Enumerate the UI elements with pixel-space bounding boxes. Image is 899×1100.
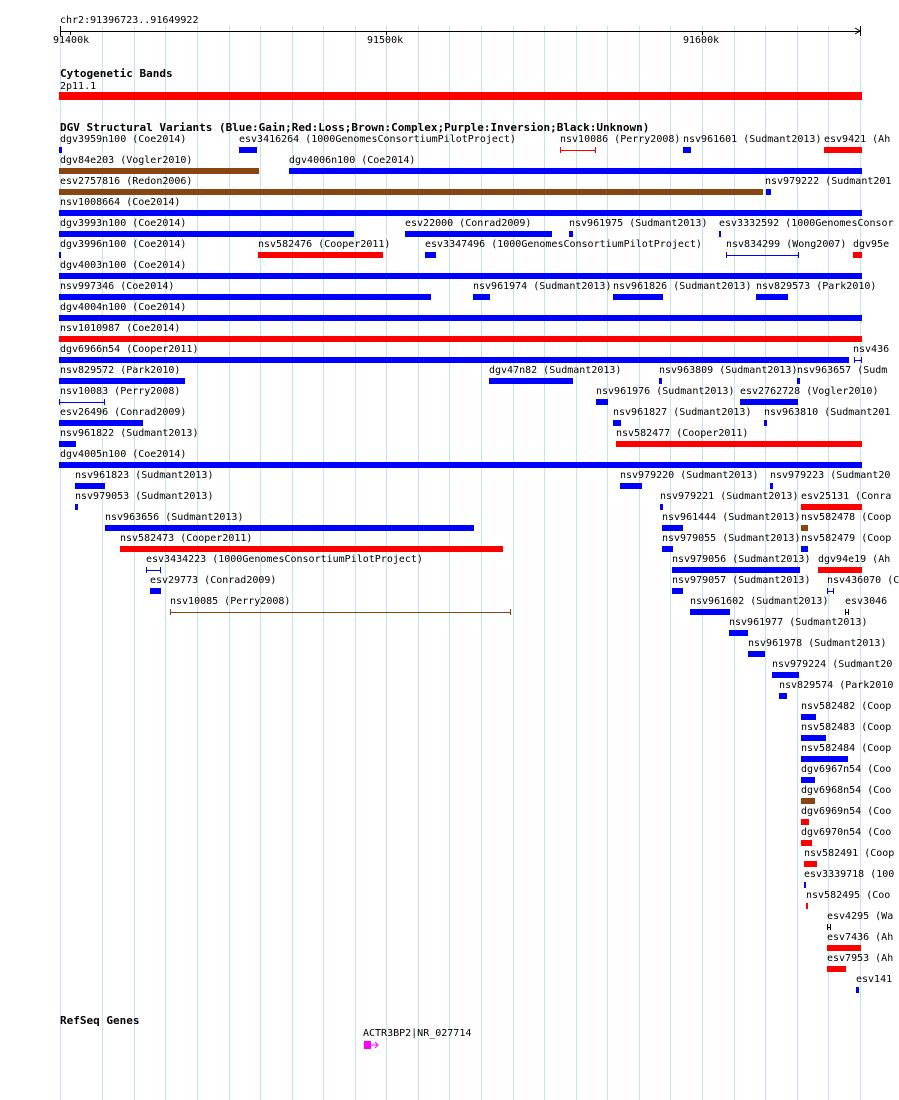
grid-line bbox=[544, 26, 545, 1100]
grid-line bbox=[670, 26, 671, 1100]
dgv-feature-bar[interactable] bbox=[801, 840, 812, 846]
dgv-feature-label[interactable]: nsv961827 (Sudmant2013) bbox=[613, 407, 752, 418]
dgv-feature-end-tick bbox=[845, 609, 846, 615]
dgv-feature-label[interactable]: esv22000 (Conrad2009) bbox=[405, 218, 532, 229]
dgv-feature-label[interactable]: nsv979056 (Sudmant2013) bbox=[672, 554, 811, 565]
dgv-feature-bar[interactable] bbox=[59, 210, 862, 216]
dgv-feature-bar[interactable] bbox=[804, 861, 817, 867]
dgv-feature-bar[interactable] bbox=[740, 399, 798, 405]
grid-line bbox=[481, 26, 482, 1100]
ruler-tick-label: 91500k bbox=[367, 35, 404, 46]
dgv-feature-label[interactable]: nsv1008664 (Coe2014) bbox=[60, 197, 181, 208]
grid-line bbox=[60, 26, 61, 1100]
dgv-feature-label[interactable]: esv3416264 (1000GenomesConsortiumPilotProject) bbox=[239, 134, 516, 145]
dgv-feature-label[interactable]: dgv3996n100 (Coe2014) bbox=[60, 239, 187, 250]
dgv-feature-bar[interactable] bbox=[797, 378, 800, 384]
dgv-feature-bar[interactable] bbox=[690, 609, 730, 615]
grid-line bbox=[576, 26, 577, 1100]
dgv-feature-label[interactable]: nsv582477 (Cooper2011) bbox=[616, 428, 749, 439]
dgv-feature-label[interactable]: dgv6967n54 (Coo bbox=[801, 764, 892, 775]
dgv-feature-bar[interactable] bbox=[662, 546, 673, 552]
dgv-feature-end-tick bbox=[848, 609, 849, 615]
dgv-feature-label[interactable]: nsv979223 (Sudmant20 bbox=[770, 470, 891, 481]
dgv-feature-bar[interactable] bbox=[75, 483, 105, 489]
dgv-feature-bar[interactable] bbox=[764, 420, 767, 426]
dgv-feature-end-tick bbox=[827, 588, 828, 594]
dgv-feature-bar[interactable] bbox=[801, 525, 808, 531]
dgv-feature-bar[interactable] bbox=[59, 462, 862, 468]
dgv-feature-bar[interactable] bbox=[801, 819, 809, 825]
dgv-feature-label[interactable]: dgv4006n100 (Coe2014) bbox=[289, 155, 416, 166]
dgv-feature-label[interactable]: dgv3993n100 (Coe2014) bbox=[60, 218, 187, 229]
dgv-feature-end-tick bbox=[146, 567, 147, 573]
dgv-feature-line[interactable] bbox=[59, 402, 105, 403]
dgv-feature-label[interactable]: nsv582484 (Coop bbox=[801, 743, 892, 754]
dgv-feature-bar[interactable] bbox=[748, 651, 765, 657]
dgv-feature-label[interactable]: nsv10085 (Perry2008) bbox=[170, 596, 291, 607]
dgv-feature-bar[interactable] bbox=[59, 378, 185, 384]
dgv-feature-end-tick bbox=[59, 399, 60, 405]
dgv-feature-label[interactable]: nsv582479 (Coop bbox=[801, 533, 892, 544]
dgv-feature-line[interactable] bbox=[560, 150, 596, 151]
dgv-feature-label[interactable]: esv4295 (Wa bbox=[827, 911, 894, 922]
dgv-feature-label[interactable]: nsv961977 (Sudmant2013) bbox=[729, 617, 868, 628]
dgv-feature-bar[interactable] bbox=[729, 630, 748, 636]
dgv-feature-bar[interactable] bbox=[756, 294, 788, 300]
dgv-feature-bar[interactable] bbox=[766, 189, 771, 195]
dgv-feature-end-tick bbox=[595, 147, 596, 153]
dgv-feature-label[interactable]: nsv436 bbox=[853, 344, 890, 355]
dgv-feature-bar[interactable] bbox=[613, 294, 663, 300]
dgv-feature-bar[interactable] bbox=[824, 147, 862, 153]
dgv-feature-bar[interactable] bbox=[772, 672, 799, 678]
dgv-feature-bar[interactable] bbox=[827, 945, 861, 951]
dgv-feature-bar[interactable] bbox=[425, 252, 436, 258]
dgv-feature-label[interactable]: dgv4004n100 (Coe2014) bbox=[60, 302, 187, 313]
dgv-feature-bar[interactable] bbox=[806, 903, 808, 909]
dgv-feature-bar[interactable] bbox=[719, 231, 721, 237]
dgv-feature-bar[interactable] bbox=[59, 357, 849, 363]
dgv-feature-label[interactable]: nsv10083 (Perry2008) bbox=[60, 386, 181, 397]
dgv-feature-label[interactable]: nsv997346 (Coe2014) bbox=[60, 281, 175, 292]
dgv-feature-bar[interactable] bbox=[596, 399, 608, 405]
dgv-feature-bar[interactable] bbox=[473, 294, 490, 300]
dgv-feature-bar[interactable] bbox=[258, 252, 383, 258]
dgv-feature-label[interactable]: nsv979055 (Sudmant2013) bbox=[662, 533, 801, 544]
region-label: chr2:91396723..91649922 bbox=[60, 15, 199, 26]
dgv-feature-bar[interactable] bbox=[616, 441, 862, 447]
dgv-feature-bar[interactable] bbox=[405, 231, 552, 237]
dgv-feature-label[interactable]: nsv582495 (Coo bbox=[806, 890, 891, 901]
ruler-tick-label: 91600k bbox=[683, 35, 720, 46]
dgv-feature-bar[interactable] bbox=[59, 441, 76, 447]
dgv-feature-bar[interactable] bbox=[672, 567, 800, 573]
dgv-feature-label[interactable]: nsv436070 (C bbox=[827, 575, 899, 586]
ruler-arrows bbox=[0, 0, 890, 40]
dgv-feature-label[interactable]: dgv6966n54 (Cooper2011) bbox=[60, 344, 199, 355]
dgv-feature-label[interactable]: esv9421 (Ah bbox=[824, 134, 891, 145]
dgv-feature-label[interactable]: nsv834299 (Wong2007) bbox=[726, 239, 847, 250]
dgv-feature-bar[interactable] bbox=[120, 546, 503, 552]
dgv-feature-label[interactable]: dgv6968n54 (Coo bbox=[801, 785, 892, 796]
dgv-feature-bar[interactable] bbox=[804, 882, 806, 888]
cytoband-label: 2p11.1 bbox=[60, 81, 97, 92]
dgv-feature-label[interactable]: nsv979222 (Sudmant201 bbox=[765, 176, 892, 187]
dgv-feature-line[interactable] bbox=[170, 612, 511, 613]
dgv-feature-end-tick bbox=[827, 924, 828, 930]
dgv-feature-label[interactable]: esv3347496 (1000GenomesConsortiumPilotProject) bbox=[425, 239, 702, 250]
dgv-feature-label[interactable]: nsv961601 (Sudmant2013) bbox=[683, 134, 822, 145]
dgv-feature-bar[interactable] bbox=[59, 147, 62, 153]
dgv-feature-line[interactable] bbox=[146, 570, 161, 571]
dgv-feature-bar[interactable] bbox=[613, 420, 621, 426]
gene-exon[interactable] bbox=[364, 1041, 371, 1049]
dgv-feature-end-tick bbox=[798, 252, 799, 258]
dgv-feature-label[interactable]: nsv963809 (Sudmant2013) bbox=[659, 365, 798, 376]
dgv-feature-bar[interactable] bbox=[59, 273, 862, 279]
ruler-tick-label: 91400k bbox=[53, 35, 90, 46]
dgv-feature-label[interactable]: nsv961974 (Sudmant2013) bbox=[473, 281, 612, 292]
dgv-feature-label[interactable]: nsv961826 (Sudmant2013) bbox=[613, 281, 752, 292]
dgv-feature-label[interactable]: nsv829574 (Park2010 bbox=[779, 680, 894, 691]
dgv-feature-end-tick bbox=[170, 609, 171, 615]
dgv-feature-label[interactable]: dgv4005n100 (Coe2014) bbox=[60, 449, 187, 460]
dgv-feature-bar[interactable] bbox=[289, 168, 862, 174]
dgv-track-title[interactable]: DGV Structural Variants (Blue:Gain;Red:Loss;Brown:Complex;Purple:Inversion;Black:Unknown) bbox=[60, 121, 650, 134]
dgv-feature-bar[interactable] bbox=[801, 504, 862, 510]
dgv-feature-end-tick bbox=[560, 147, 561, 153]
dgv-feature-label[interactable]: nsv961602 (Sudmant2013) bbox=[690, 596, 829, 607]
gene-label[interactable]: ACTR3BP2|NR_027714 bbox=[363, 1028, 472, 1039]
dgv-feature-bar[interactable] bbox=[853, 252, 862, 258]
dgv-feature-end-tick bbox=[726, 252, 727, 258]
dgv-feature-end-tick bbox=[854, 357, 855, 363]
dgv-feature-label[interactable]: dgv47n82 (Sudmant2013) bbox=[489, 365, 622, 376]
dgv-feature-label[interactable]: esv7436 (Ah bbox=[827, 932, 894, 943]
dgv-feature-bar[interactable] bbox=[801, 546, 808, 552]
dgv-feature-label[interactable]: nsv961822 (Sudmant2013) bbox=[60, 428, 199, 439]
dgv-feature-bar[interactable] bbox=[59, 336, 862, 342]
dgv-feature-bar[interactable] bbox=[660, 504, 663, 510]
dgv-feature-label[interactable]: nsv829573 (Park2010) bbox=[756, 281, 877, 292]
grid-line bbox=[639, 26, 640, 1100]
dgv-feature-label[interactable]: dgv84e203 (Vogler2010) bbox=[60, 155, 193, 166]
dgv-feature-end-tick bbox=[104, 399, 105, 405]
dgv-feature-label[interactable]: esv7953 (Ah bbox=[827, 953, 894, 964]
dgv-feature-bar[interactable] bbox=[569, 231, 573, 237]
dgv-feature-bar[interactable] bbox=[620, 483, 642, 489]
dgv-feature-bar[interactable] bbox=[801, 798, 815, 804]
dgv-feature-label[interactable]: dgv94e19 (Ah bbox=[818, 554, 891, 565]
dgv-feature-bar[interactable] bbox=[59, 420, 143, 426]
dgv-feature-label[interactable]: dgv95e bbox=[853, 239, 890, 250]
dgv-feature-bar[interactable] bbox=[59, 315, 862, 321]
dgv-feature-label[interactable]: nsv1010987 (Coe2014) bbox=[60, 323, 181, 334]
dgv-feature-bar[interactable] bbox=[239, 147, 257, 153]
dgv-feature-label[interactable]: nsv961444 (Sudmant2013) bbox=[662, 512, 801, 523]
dgv-feature-label[interactable]: nsv979220 (Sudmant2013) bbox=[620, 470, 759, 481]
dgv-feature-label[interactable]: esv29773 (Conrad2009) bbox=[150, 575, 277, 586]
dgv-feature-label[interactable]: nsv963810 (Sudmant201 bbox=[764, 407, 891, 418]
dgv-feature-bar[interactable] bbox=[150, 588, 161, 594]
dgv-feature-label[interactable]: esv2757816 (Redon2006) bbox=[60, 176, 193, 187]
dgv-feature-bar[interactable] bbox=[827, 966, 846, 972]
grid-line bbox=[513, 26, 514, 1100]
dgv-feature-label[interactable]: esv3332592 (1000GenomesConsor bbox=[719, 218, 894, 229]
dgv-feature-label[interactable]: nsv961976 (Sudmant2013) bbox=[596, 386, 735, 397]
dgv-feature-label[interactable]: nsv582483 (Coop bbox=[801, 722, 892, 733]
dgv-feature-label[interactable]: nsv582491 (Coop bbox=[804, 848, 895, 859]
dgv-feature-label[interactable]: esv3339718 (100 bbox=[804, 869, 895, 880]
dgv-feature-label[interactable]: dgv6970n54 (Coo bbox=[801, 827, 892, 838]
dgv-feature-bar[interactable] bbox=[801, 777, 815, 783]
dgv-feature-label[interactable]: nsv963656 (Sudmant2013) bbox=[105, 512, 244, 523]
dgv-feature-label[interactable]: nsv979053 (Sudmant2013) bbox=[75, 491, 214, 502]
grid-line bbox=[607, 26, 608, 1100]
cytoband-bar[interactable] bbox=[59, 92, 862, 100]
dgv-feature-bar[interactable] bbox=[856, 987, 859, 993]
dgv-feature-bar[interactable] bbox=[801, 756, 848, 762]
dgv-feature-end-tick bbox=[861, 357, 862, 363]
dgv-feature-label[interactable]: nsv10086 (Perry2008) bbox=[560, 134, 681, 145]
cytoband-track-title[interactable]: Cytogenetic Bands bbox=[60, 67, 173, 80]
dgv-feature-end-tick bbox=[510, 609, 511, 615]
dgv-feature-bar[interactable] bbox=[489, 378, 573, 384]
dgv-feature-bar[interactable] bbox=[801, 735, 826, 741]
dgv-feature-label[interactable]: nsv829572 (Park2010) bbox=[60, 365, 181, 376]
dgv-feature-line[interactable] bbox=[726, 255, 799, 256]
dgv-feature-label[interactable]: dgv3959n100 (Coe2014) bbox=[60, 134, 187, 145]
dgv-feature-bar[interactable] bbox=[59, 168, 259, 174]
dgv-feature-bar[interactable] bbox=[672, 588, 683, 594]
dgv-feature-end-tick bbox=[160, 567, 161, 573]
dgv-feature-label[interactable]: nsv582476 (Cooper2011) bbox=[258, 239, 391, 250]
dgv-feature-end-tick bbox=[833, 588, 834, 594]
dgv-feature-bar[interactable] bbox=[662, 525, 683, 531]
dgv-feature-label[interactable]: nsv979221 (Sudmant2013) bbox=[660, 491, 799, 502]
dgv-feature-bar[interactable] bbox=[59, 189, 763, 195]
dgv-feature-label[interactable]: esv3434223 (1000GenomesConsortiumPilotProject) bbox=[146, 554, 423, 565]
dgv-feature-bar[interactable] bbox=[105, 525, 474, 531]
grid-line bbox=[134, 26, 135, 1100]
dgv-feature-label[interactable]: nsv961975 (Sudmant2013) bbox=[569, 218, 708, 229]
grid-line bbox=[449, 26, 450, 1100]
dgv-feature-label[interactable]: nsv961823 (Sudmant2013) bbox=[75, 470, 214, 481]
grid-line bbox=[102, 26, 103, 1100]
dgv-feature-bar[interactable] bbox=[59, 252, 61, 258]
dgv-feature-label[interactable]: esv26496 (Conrad2009) bbox=[60, 407, 187, 418]
dgv-feature-label[interactable]: nsv582478 (Coop bbox=[801, 512, 892, 523]
dgv-feature-label[interactable]: dgv4003n100 (Coe2014) bbox=[60, 260, 187, 271]
dgv-feature-bar[interactable] bbox=[659, 378, 662, 384]
dgv-feature-end-tick bbox=[830, 924, 831, 930]
dgv-feature-bar[interactable] bbox=[770, 483, 773, 489]
dgv-feature-bar[interactable] bbox=[59, 231, 354, 237]
refseq-track-title[interactable]: RefSeq Genes bbox=[60, 1014, 140, 1027]
dgv-feature-label[interactable]: esv25131 (Conra bbox=[801, 491, 892, 502]
dgv-feature-bar[interactable] bbox=[59, 294, 431, 300]
dgv-feature-bar[interactable] bbox=[801, 714, 816, 720]
dgv-feature-label[interactable]: esv141 bbox=[856, 974, 893, 985]
dgv-feature-label[interactable]: dgv6969n54 (Coo bbox=[801, 806, 892, 817]
dgv-feature-bar[interactable] bbox=[683, 147, 691, 153]
dgv-feature-label[interactable]: nsv963657 (Sudm bbox=[797, 365, 888, 376]
dgv-feature-label[interactable]: nsv961978 (Sudmant2013) bbox=[748, 638, 887, 649]
dgv-feature-label[interactable]: esv3046 bbox=[845, 596, 888, 607]
dgv-feature-label[interactable]: nsv582482 (Coop bbox=[801, 701, 892, 712]
dgv-feature-label[interactable]: nsv582473 (Cooper2011) bbox=[120, 533, 253, 544]
dgv-feature-bar[interactable] bbox=[75, 504, 78, 510]
dgv-feature-bar[interactable] bbox=[818, 567, 862, 573]
dgv-feature-label[interactable]: nsv979224 (Sudmant20 bbox=[772, 659, 893, 670]
dgv-feature-label[interactable]: nsv979057 (Sudmant2013) bbox=[672, 575, 811, 586]
dgv-feature-label[interactable]: esv2762728 (Vogler2010) bbox=[740, 386, 879, 397]
dgv-feature-bar[interactable] bbox=[779, 693, 787, 699]
